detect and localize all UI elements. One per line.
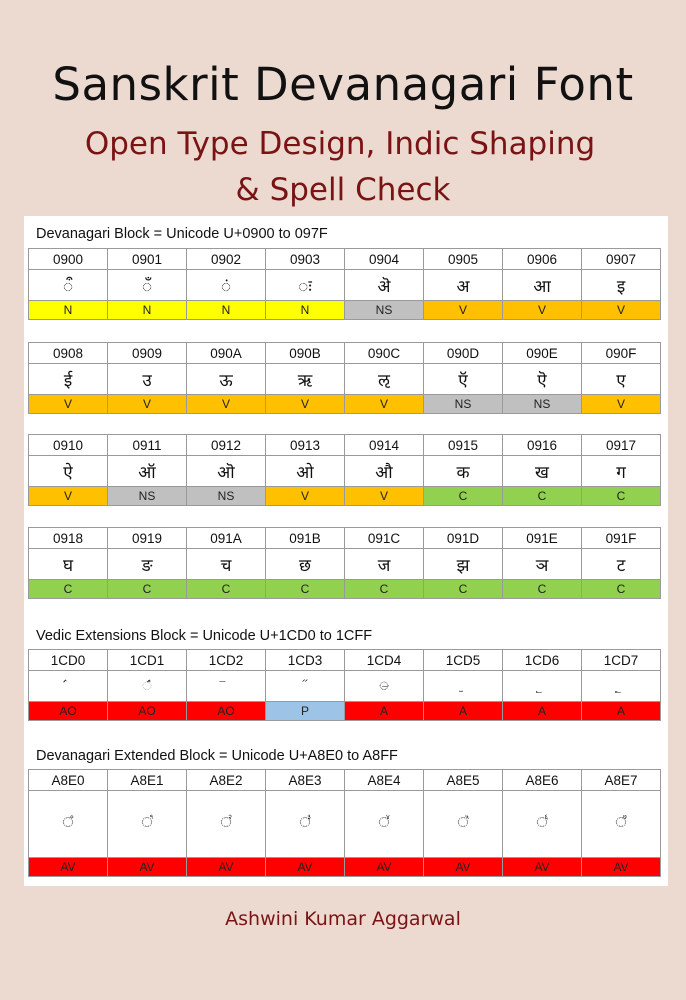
- code-cell: 0919: [108, 528, 187, 549]
- category-cell: AV: [582, 858, 661, 877]
- code-cell: A8E6: [503, 770, 582, 791]
- category-cell: C: [424, 487, 503, 506]
- category-cell: AV: [29, 858, 108, 877]
- code-cell: 090E: [503, 343, 582, 364]
- unicode-chart-panel: [24, 216, 668, 886]
- code-cell: A8E5: [424, 770, 503, 791]
- category-cell: N: [108, 301, 187, 320]
- category-cell: AV: [187, 858, 266, 877]
- glyph-cell: ग: [582, 456, 661, 487]
- devanagari-extended-table: [28, 769, 661, 877]
- glyph-cell: ऒ: [187, 456, 266, 487]
- glyph-cell: ◌ँ: [108, 270, 187, 301]
- glyph-cell: आ: [503, 270, 582, 301]
- code-cell: 0910: [29, 435, 108, 456]
- category-cell: V: [582, 395, 661, 414]
- code-cell: 0900: [29, 249, 108, 270]
- glyph-cell: ई: [29, 364, 108, 395]
- category-cell: N: [29, 301, 108, 320]
- glyph-cell: ◌꣢: [187, 791, 266, 858]
- glyph-cell: ङ: [108, 549, 187, 580]
- code-cell: 1CD5: [424, 650, 503, 671]
- glyph-cell: ऊ: [187, 364, 266, 395]
- code-cell: A8E3: [266, 770, 345, 791]
- glyph-cell: ए: [582, 364, 661, 395]
- category-cell: AV: [266, 858, 345, 877]
- category-cell: V: [345, 487, 424, 506]
- code-cell: 0917: [582, 435, 661, 456]
- category-cell: AV: [345, 858, 424, 877]
- category-cell: AV: [108, 858, 187, 877]
- category-cell: AO: [108, 702, 187, 721]
- code-cell: 0907: [582, 249, 661, 270]
- category-cell: AV: [503, 858, 582, 877]
- glyph-cell: ◌ः: [266, 270, 345, 301]
- glyph-cell: क: [424, 456, 503, 487]
- glyph-cell: ᳑: [108, 671, 187, 702]
- code-cell: 090F: [582, 343, 661, 364]
- code-cell: 1CD6: [503, 650, 582, 671]
- devanagari-table-row-4: [28, 527, 661, 599]
- code-cell: 0918: [29, 528, 108, 549]
- glyph-cell: [187, 671, 266, 702]
- category-cell: N: [266, 301, 345, 320]
- vedic-block-title: Vedic Extensions Block = Unicode U+1CD0 to 1CFF: [36, 628, 373, 644]
- category-cell: C: [424, 580, 503, 599]
- code-cell: 0908: [29, 343, 108, 364]
- devanagari-table-row-1: [28, 248, 661, 320]
- devanagari-table-row-3: [28, 434, 661, 506]
- category-cell: NS: [424, 395, 503, 414]
- category-cell: V: [503, 301, 582, 320]
- category-cell: V: [29, 395, 108, 414]
- code-cell: 0901: [108, 249, 187, 270]
- category-cell: C: [29, 580, 108, 599]
- glyph-cell: ज: [345, 549, 424, 580]
- code-cell: 1CD3: [266, 650, 345, 671]
- glyph-cell: ◌꣥: [424, 791, 503, 858]
- code-cell: 0913: [266, 435, 345, 456]
- glyph-cell: ऎ: [503, 364, 582, 395]
- cover-subtitle-line1: Open Type Design, Indic Shaping: [84, 126, 596, 162]
- category-cell: AO: [29, 702, 108, 721]
- glyph-cell: ख: [503, 456, 582, 487]
- glyph-cell: औ: [345, 456, 424, 487]
- code-cell: 0911: [108, 435, 187, 456]
- category-cell: AO: [187, 702, 266, 721]
- category-cell: A: [582, 702, 661, 721]
- category-cell: C: [187, 580, 266, 599]
- category-cell: A: [424, 702, 503, 721]
- cover-subtitle-line2: & Spell Check: [235, 172, 451, 208]
- glyph-cell: ◌꣦: [503, 791, 582, 858]
- category-cell: AV: [424, 858, 503, 877]
- category-cell: N: [187, 301, 266, 320]
- category-cell: NS: [503, 395, 582, 414]
- code-cell: 1CD0: [29, 650, 108, 671]
- glyph-cell: ऌ: [345, 364, 424, 395]
- glyph-cell: ◌ऀ: [29, 270, 108, 301]
- category-cell: C: [108, 580, 187, 599]
- glyph-cell: ◌꣠: [29, 791, 108, 858]
- category-cell: C: [503, 580, 582, 599]
- category-cell: V: [424, 301, 503, 320]
- category-cell: V: [29, 487, 108, 506]
- category-cell: C: [266, 580, 345, 599]
- glyph-cell: अ: [424, 270, 503, 301]
- glyph-cell: ◌꣤: [345, 791, 424, 858]
- category-cell: C: [582, 487, 661, 506]
- glyph-cell: ऑ: [108, 456, 187, 487]
- glyph-cell: च: [187, 549, 266, 580]
- code-cell: 090C: [345, 343, 424, 364]
- code-cell: 091F: [582, 528, 661, 549]
- category-cell: NS: [345, 301, 424, 320]
- code-cell: 090B: [266, 343, 345, 364]
- glyph-cell: ञ: [503, 549, 582, 580]
- glyph-cell: ट: [582, 549, 661, 580]
- code-cell: 090A: [187, 343, 266, 364]
- code-cell: 0914: [345, 435, 424, 456]
- glyph-cell: [582, 671, 661, 702]
- code-cell: 0915: [424, 435, 503, 456]
- code-cell: 1CD2: [187, 650, 266, 671]
- category-cell: P: [266, 702, 345, 721]
- category-cell: V: [187, 395, 266, 414]
- code-cell: 0904: [345, 249, 424, 270]
- code-cell: 091B: [266, 528, 345, 549]
- glyph-cell: ◌ं: [187, 270, 266, 301]
- glyph-cell: ◌꣡: [108, 791, 187, 858]
- glyph-cell: ᳓: [266, 671, 345, 702]
- code-cell: 0912: [187, 435, 266, 456]
- category-cell: V: [266, 395, 345, 414]
- category-cell: C: [503, 487, 582, 506]
- code-cell: A8E4: [345, 770, 424, 791]
- code-cell: 0902: [187, 249, 266, 270]
- code-cell: 091A: [187, 528, 266, 549]
- devanagari-table-row-2: [28, 342, 661, 414]
- glyph-cell: ऄ: [345, 270, 424, 301]
- glyph-cell: ओ: [266, 456, 345, 487]
- code-cell: 091C: [345, 528, 424, 549]
- category-cell: V: [108, 395, 187, 414]
- code-cell: A8E7: [582, 770, 661, 791]
- glyph-cell: ◌꣣: [266, 791, 345, 858]
- glyph-cell: छ: [266, 549, 345, 580]
- glyph-cell: उ: [108, 364, 187, 395]
- category-cell: V: [345, 395, 424, 414]
- category-cell: NS: [187, 487, 266, 506]
- category-cell: V: [582, 301, 661, 320]
- code-cell: 091E: [503, 528, 582, 549]
- code-cell: 0905: [424, 249, 503, 270]
- code-cell: 0916: [503, 435, 582, 456]
- glyph-cell: ◌꣧: [582, 791, 661, 858]
- category-cell: NS: [108, 487, 187, 506]
- glyph-cell: [424, 671, 503, 702]
- code-cell: 1CD4: [345, 650, 424, 671]
- glyph-cell: इ: [582, 270, 661, 301]
- code-cell: 0903: [266, 249, 345, 270]
- code-cell: 090D: [424, 343, 503, 364]
- code-cell: 1CD7: [582, 650, 661, 671]
- category-cell: C: [345, 580, 424, 599]
- glyph-cell: ऍ: [424, 364, 503, 395]
- category-cell: A: [345, 702, 424, 721]
- code-cell: 0906: [503, 249, 582, 270]
- glyph-cell: घ: [29, 549, 108, 580]
- code-cell: A8E2: [187, 770, 266, 791]
- category-cell: V: [266, 487, 345, 506]
- devanagari-block-title: Devanagari Block = Unicode U+0900 to 097F: [36, 226, 328, 242]
- glyph-cell: ऐ: [29, 456, 108, 487]
- glyph-cell: [29, 671, 108, 702]
- category-cell: A: [503, 702, 582, 721]
- glyph-cell: ᳔: [345, 671, 424, 702]
- code-cell: 091D: [424, 528, 503, 549]
- glyph-cell: झ: [424, 549, 503, 580]
- glyph-cell: [503, 671, 582, 702]
- code-cell: A8E1: [108, 770, 187, 791]
- devanagari-extended-block-title: Devanagari Extended Block = Unicode U+A8E0 to A8FF: [36, 748, 398, 764]
- vedic-table: [28, 649, 661, 721]
- glyph-cell: ऋ: [266, 364, 345, 395]
- code-cell: 1CD1: [108, 650, 187, 671]
- code-cell: 0909: [108, 343, 187, 364]
- cover-title: Sanskrit Devanagari Font: [52, 58, 634, 111]
- author-name: Ashwini Kumar Aggarwal: [225, 908, 461, 930]
- category-cell: C: [582, 580, 661, 599]
- code-cell: A8E0: [29, 770, 108, 791]
